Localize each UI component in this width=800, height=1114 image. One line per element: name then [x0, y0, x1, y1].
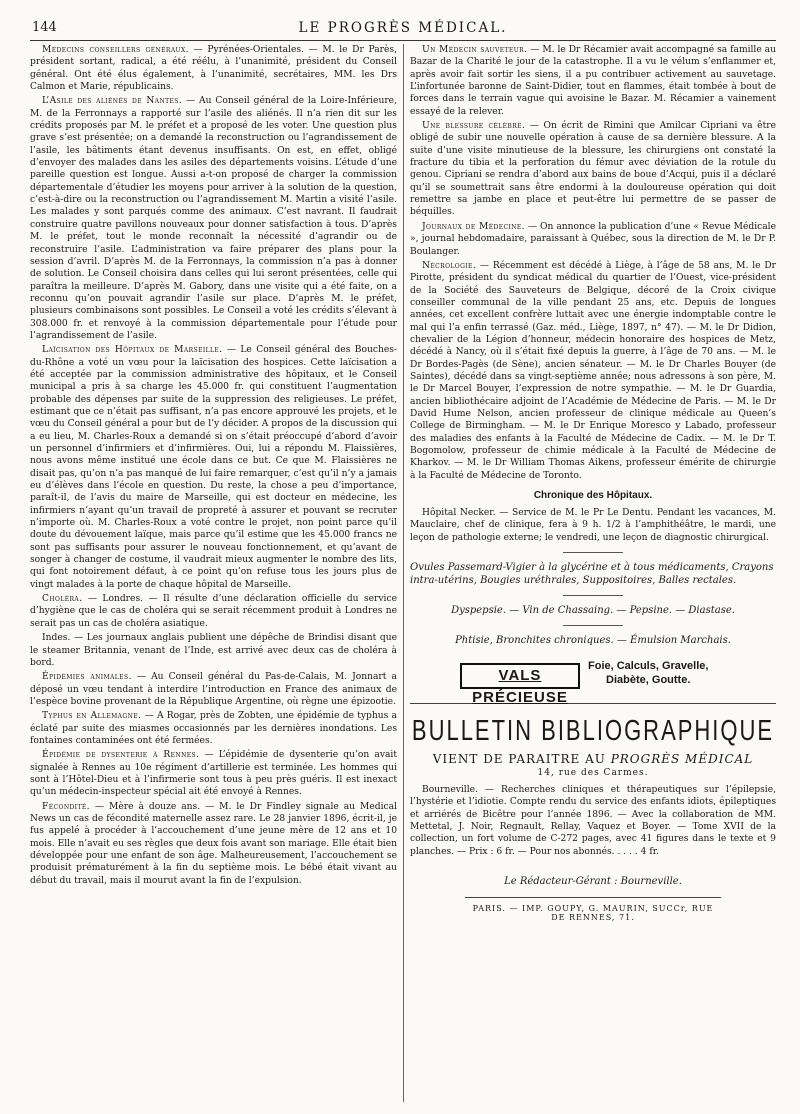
divider	[563, 552, 623, 553]
article-heading: Journaux de Médecine.	[422, 221, 525, 232]
page-header	[30, 18, 776, 41]
signature: Le Rédacteur-Gérant : Bourneville.	[504, 876, 682, 888]
vient-prefix: VIENT DE PARAITRE AU	[432, 752, 606, 767]
vals-logo: VALS PRÉCIEUSE	[460, 663, 580, 689]
right-column	[410, 44, 776, 1104]
article-heading: Typhus en Allemagne.	[42, 711, 142, 722]
divider	[563, 595, 623, 596]
article-text: — Récemment est décédé à Liège, à l’âge de 58 ans, M. le Dr Pirotte, président du syndicat médical du quartier de l’Ouest, vice-président de la Société des Sauveteurs de Belgique, décoré de la Croix civique conseiller communal de la ville pendant 25 ans, etc. Depuis de longues années, cet excellent confrère luttait avec une énergie indomptable contre le mal qui l’a enfin terrassé (Gaz. méd., Liège, 1897, n° 47). — M. le Dr Didion, chevalier de la Légion d’honneur, médecin honoraire des hospices de Metz, décédé à Nancy, où il s’était fixé depuis la guerre, à l’âge de 70 ans. — M. le Dr Bordes-Pagès (de Sène), ancien sénateur. — M. le Dr Charles Bouyer (de Saintes), décédé dans sa vingt-septième année; nous adressons à son père, M. le Dr Marcel Bouyer, l’expression de notre sympathie. — M. le Dr Guardia, ancien bibliothécaire adjoint de l’Académie de Médecine de Paris. — M. le Dr David Hume Nelson, ancien professeur de clinique médicale au Queen’s College de Birmingham. — M. le Dr Enrique Moresco y Labado, professeur des maladies des enfants à la Faculté de Médecine de Cadix. — M. le Dr T. Bogomolow, professeur de chimie médicale à la Faculté de Médecine de Kharkov. — M. le Dr William Thomas Aikens, professeur émérite de chirurgie à la Faculté de Médecine de Toronto.	[410, 260, 776, 481]
article-heading: Choléra.	[42, 594, 83, 605]
page-number: 144	[32, 20, 57, 35]
left-column	[30, 44, 397, 1104]
article-heading: Laïcisation des Hôpitaux de Marseille.	[42, 345, 223, 356]
article-heading: Un Médecin sauveteur.	[422, 45, 528, 55]
article-paragraph	[410, 260, 776, 482]
vals-indications	[588, 659, 708, 687]
article-text: — Le Conseil général des Bouches-du-Rhône a voté un vœu pour la laïcisation des hospices. Cette laïcisation a été acceptée par la commission administrative des hôpitaux, et le Conseil municipal a pris à sa charge les 45.000 fr. qui constituent l’augmentation probable des dépenses par suite de la suppression des religieuses. Le préfet, estimant que ce n’était pas suffisant, n’a pas encore approuvé les projets, et le vœu du Conseil général a pour but de l’y décider. A propos de la discussion qui a eu lieu, M. Charles-Roux a demandé si on s’était préoccupé d’abord d’avoir un personnel d’infirmiers et d’infirmières. Oui, lui a répondu M. Flaissières, nous avons même institué une école dans ce but. Ce que M. Flaissières ne disait pas, qu’on n’a pas manqué de lui faire remarquer, c’est qu’il n’y a jamais eu d’élèves dans l’école en question. Du reste, la chose a peu d’importance, paraît-il, de l’avis du maire de Marseille, qui est docteur en médecine, les infirmiers n’ayant qu’un travail de propreté à assurer et pouvant se recruter n’importe où. M. Charles-Roux a voté contre le projet, non point parce qu’il doute du dévouement laïque, mais parce qu’il estime que les 45.000 francs ne sont pas suffisants pour assurer le nouveau fonctionnement, et qu’avant de songer à changer de costume, il vaudrait mieux augmenter le nombre des lits, qui font notoirement défaut, à ce point qu’on refuse tous les jours plus de vingt malades à la porte de chaque hôpital de Marseille.	[30, 345, 397, 590]
article-paragraph	[30, 671, 397, 708]
article-heading: Fécondité.	[42, 801, 90, 812]
article-text: — Pyrénées-Orientales. — M. le Dr Parès, président sortant, radical, a été réélu, à l’unanimité, président du Conseil général. Ont été élus également, à l’unanimité, secrétaires, MM. les Drs Calmon et Marie, républicains.	[30, 45, 397, 93]
ad-phtisie: Phtisie, Bronchites chroniques. — Émulsion Marchais.	[455, 635, 731, 647]
article-text: — On annonce la publication d’une « Revue Médicale », journal hebdomadaire, paraissant à Québec, sous la direction de M. le Dr P. Boulanger.	[410, 221, 776, 257]
article-text: Indes. — Les journaux anglais publient une dépêche de Brindisi disant que le steamer Britannia, venant de l’Inde, est arrivé avec deux cas de choléra à bord.	[30, 633, 397, 668]
article-text: — On écrit de Rimini que Amilcar Cipriani va être obligé de subir une nouvelle opération à cause de sa dernière blessure. A la suite d’une visite minutieuse de la blessure, les chirurgiens ont constaté la fracture du tibia et la perforation du fémur avec déviation de la rotule du genou. Cipriani se rendra d’abord aux bains de boue d’Acqui, puis il a déclaré qu’il se soumettrait sans être endormi à la douloureuse opération qui doit remettre sa jambe en place et peut-être lui permettre de se passer de béquilles.	[410, 121, 776, 218]
vient-de-paraitre	[410, 752, 776, 766]
article-text: — Au Conseil général du Pas-de-Calais, M. Jonnart a déposé un vœu tendant à interdire l’introduction en France des animaux de l’espèce bovine provenant de la République Argentine, où règne une épizootie.	[30, 672, 397, 707]
article-paragraph	[30, 593, 397, 630]
ad-vals	[410, 653, 776, 707]
article-text: — Mère à douze ans. — M. le Dr Findley signale au Medical News un cas de fécondité maternelle assez rare. Le 28 janvier 1896, écrit-il, je fus appelé à procéder à l’accouchement d’une jeune mère de 12 ans et 10 mois. Elle n’avait eu ses règles que deux fois avant son mariage. Elle était bien développée pour une enfant de son âge. Malheureusement, l’accouchement se produisit prématurément à la fin du septième mois. Le bébé était vivant au début du travail, mais il mourut avant la fin de l’expulsion.	[30, 801, 397, 886]
article-text: — Au Conseil général de la Loire-Inférieure, M. de la Ferronnays a rapporté sur l’asile des aliénés. Il n’a rien dit sur les crédits proposés par M. le préfet et a proposé de les voter. Une question plus grave s’est présentée; on a demandé la reconstruction ou l’agrandissement de l’asile, les bâtiments étant devenus insuffisants. On est, en effet, obligé d’envoyer des malades dans les asiles des départements voisins. L’étude d’une pareille question est longue. Aussi a-t-on proposé de charger la commission départementale d’étudier les moyens pour arriver à la solution de la question, c’est-à-dire ou la reconstruction ou l’agrandissement M. Martin a visité l’asile. Les malades y sont parqués comme des animaux. C’est navrant. Il faudrait construire quatre pavillons nouveaux pour donner satisfaction à tous. D’après M. le préfet, tout le monde reconnaît la nécessité d’agrandir ou de reconstruire l’asile. L’administration va faire préparer des plans pour la session d’avril. D’après M. de la Ferronnays, la commission n’a pas à donner de solution. Le Conseil choisira dans celles qui lui seront présentées, celle qui paraîtra la meilleure. D’après M. Gabory, dans une visite qui a été faite, on a reconnu qu’on pouvait agrandir l’asile sur place. D’après M. le préfet, plusieurs combinaisons sont possibles. Le Conseil a voté les crédits s’élevant à 308.000 fr. et renvoyé à la commission départementale pour l’étude pour l’agrandissement de l’asile.	[30, 96, 397, 341]
article-paragraph	[30, 749, 397, 798]
column-divider	[403, 44, 404, 1102]
vals-line: Foie, Calculs, Gravelle,	[588, 660, 709, 673]
article-heading: Épidémie de dysenterie à Rennes.	[42, 750, 200, 761]
article-paragraph	[410, 44, 776, 118]
article-paragraph	[410, 120, 776, 219]
article-paragraph	[30, 344, 397, 591]
article-heading: Une blessure célèbre.	[422, 121, 526, 132]
article-text: — A Rogar, près de Zobten, une épidémie de typhus a éclaté par suite des miasmes occasionnés par les dernières inondations. Les fontaines contaminées ont été fermées.	[30, 711, 397, 746]
article-text: — Londres. — Il résulte d’une déclaration officielle du service d’hygiène que le cas de choléra qui se serait récemment produit à Londres ne serait pas un cas de choléra asiatique.	[30, 594, 397, 629]
article-heading: Épidémies animales.	[42, 672, 132, 683]
chronique-text: Hôpital Necker. — Service de M. le Pr Le Dentu. Pendant les vacances, M. Mauclaire, chef de clinique, fera à 9 h. 1/2 à l’amphithéâtre, le mardi, une leçon de pathologie externe; le vendredi, une leçon de diagnostic chirurgical.	[410, 508, 776, 543]
article-text: — L’épidémie de dysenterie qu’on avait signalée à Rennes au 10e régiment d’artillerie est terminée. Les hommes qui sont à l’Hôtel-Dieu et à l’infirmerie sont tous à peu près guéris. Il est inexact qu’un médecin-inspecteur spécial ait été envoyé à Rennes.	[30, 750, 397, 798]
article-paragraph	[30, 632, 397, 669]
vals-line: Diabète, Goutte.	[606, 674, 691, 687]
bulletin-title: BULLETIN BIBLIOGRAPHIQUE	[411, 714, 775, 747]
article-paragraph	[30, 710, 397, 747]
article-paragraph	[30, 95, 397, 342]
section-rule	[410, 703, 776, 704]
article-heading: Médecins conseillers généraux.	[42, 45, 189, 55]
journal-title: LE PROGRÈS MÉDICAL.	[298, 20, 508, 36]
vient-journal: PROGRÈS MÉDICAL	[610, 752, 754, 767]
printer-line: PARIS. — IMP. GOUPY, G. MAURIN, SUCCr, RUE DE RENNES, 71.	[465, 897, 721, 922]
article-heading: Nécrologie.	[422, 260, 477, 271]
bulletin-entry: Bourneville. — Recherches cliniques et thérapeutiques sur l’épilepsie, l’hystérie et l’idiotie. Compte rendu du service des enfants idiots, épileptiques et arriérés de Bicêtre pour l’année 1896. — Avec la collaboration de MM. Mettetal, J. Noir, Regnault, Rellay, Vaquez et Boyer. — Tome XVII de la collection, un fort volume de C-272 pages, avec 41 figures dans le texte et 9 planches. — Prix : 6 fr. — Pour nos abonnés. . . . . 4 fr.	[410, 785, 776, 857]
article-paragraph	[410, 221, 776, 258]
article-heading: L’Asile des aliénés de Nantes.	[42, 96, 183, 107]
article-text: — M. le Dr Récamier avait accompagné sa famille au Bazar de la Charité le jour de la catastrophe. Il a vu le vélum s’enflammer et, après avoir fait sortir les siens, il a pu contribuer activement au sauvetage. L’infortunée baronne de Saint-Didier, tout en flammes, était tombée à bout de forces dans le terrain vague qui avoisine le Bazar. M. Récamier a vainement essayé de la relever.	[410, 45, 776, 117]
divider	[563, 625, 623, 626]
ad-ovules: Ovules Passemard-Vigier à la glycérine et à tous médicaments, Crayons intra-utérins, Bougies uréthrales, Suppositoires, Balles rectales.	[410, 562, 774, 587]
article-paragraph	[30, 801, 397, 887]
chronique-title: Chronique des Hôpitaux.	[533, 490, 653, 502]
article-paragraph	[30, 44, 397, 93]
ad-dyspepsie: Dyspepsie. — Vin de Chassaing. — Pepsine. — Diastase.	[451, 605, 735, 617]
bulletin-address: 14, rue des Carmes.	[537, 768, 649, 779]
